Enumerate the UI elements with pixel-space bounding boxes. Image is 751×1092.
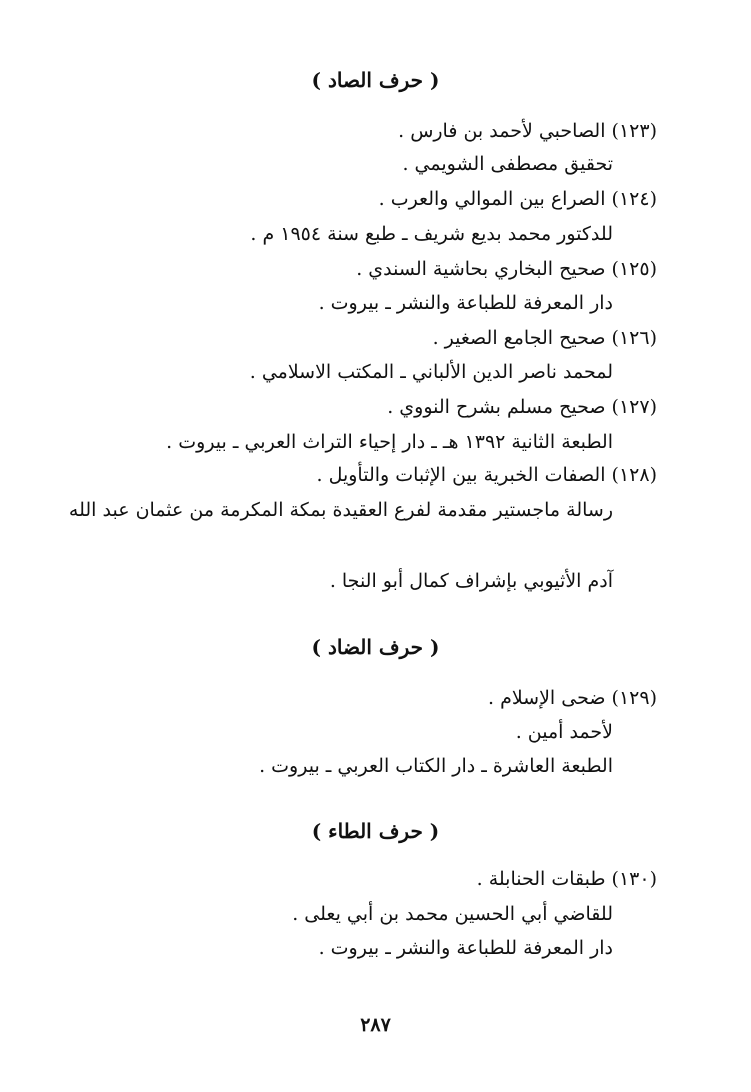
entry-123-detail: تحقيق مصطفى الشويمي . (402, 153, 613, 175)
entry-129-author: لأحمد أمين . (515, 721, 613, 743)
entry-123-title: (١٢٣) الصاحبي لأحمد بن فارس . (398, 120, 657, 142)
entry-130-author: للقاضي أبي الحسين محمد بن أبي يعلى . (292, 903, 613, 925)
entry-129-title: (١٢٩) ضحى الإسلام . (488, 687, 657, 709)
entry-130-detail: دار المعرفة للطباعة والنشر ـ بيروت . (318, 937, 613, 959)
entry-130-title: (١٣٠) طبقات الحنابلة . (476, 868, 657, 890)
entry-126-detail: لمحمد ناصر الدين الألباني ـ المكتب الاسلامي . (249, 361, 613, 383)
section-heading-sad: ( حرف الصاد ) (311, 68, 440, 92)
section-heading-ta: ( حرف الطاء ) (311, 819, 440, 843)
entry-128-detail: رسالة ماجستير مقدمة لفرع العقيدة بمكة المكرمة من عثمان عبد الله (68, 499, 613, 521)
page-number: ٢٨٧ (360, 1014, 391, 1036)
entry-125-title: (١٢٥) صحيح البخاري بحاشية السندي . (356, 258, 657, 280)
entry-124-title: (١٢٤) الصراع بين الموالي والعرب . (378, 188, 657, 210)
entry-129-detail: الطبعة العاشرة ـ دار الكتاب العربي ـ بيروت . (259, 755, 613, 777)
entry-127-title: (١٢٧) صحيح مسلم بشرح النووي . (387, 396, 657, 418)
entry-128-title: (١٢٨) الصفات الخبرية بين الإثبات والتأويل . (316, 464, 657, 486)
entry-126-title: (١٢٦) صحيح الجامع الصغير . (432, 327, 657, 349)
section-heading-dad: ( حرف الضاد ) (311, 635, 440, 659)
entry-128-detail-continued: آدم الأثيوبي بإشراف كمال أبو النجا . (329, 570, 613, 592)
entry-124-detail: للدكتور محمد بديع شريف ـ طبع سنة ١٩٥٤ م . (250, 223, 613, 245)
entry-127-detail: الطبعة الثانية ١٣٩٢ هـ ـ دار إحياء التراث العربي ـ بيروت . (166, 431, 613, 453)
entry-125-detail: دار المعرفة للطباعة والنشر ـ بيروت . (318, 292, 613, 314)
